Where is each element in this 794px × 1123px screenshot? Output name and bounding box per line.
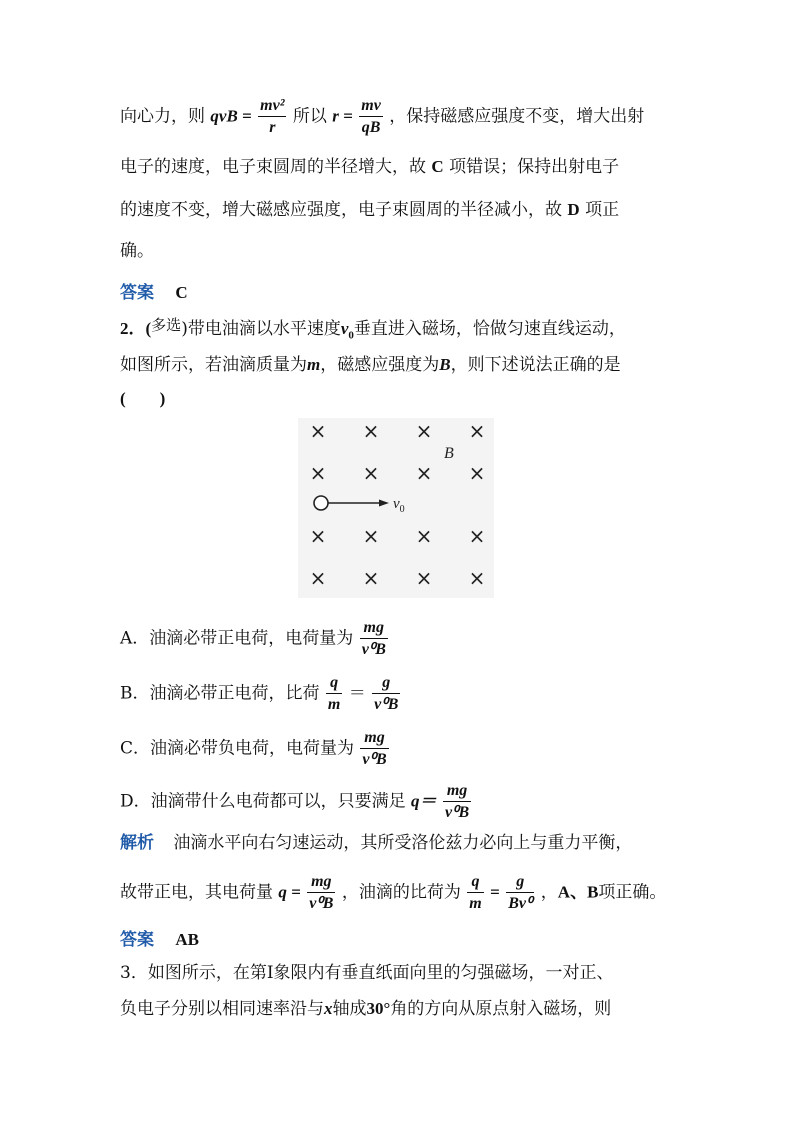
question-number: 2．( bbox=[120, 319, 152, 338]
fraction-denominator: v⁰B bbox=[361, 641, 386, 658]
fraction-denominator: Bv⁰ bbox=[508, 895, 533, 912]
text: 项正确。 bbox=[598, 882, 667, 903]
field-cross: × bbox=[468, 566, 486, 590]
answer-label: 答案 bbox=[120, 283, 154, 303]
text: 油滴水平向右匀速运动，其所受洛伦兹力必向上与重力平衡， bbox=[173, 833, 633, 853]
analysis-line-2 bbox=[120, 874, 666, 912]
fraction-denominator: qB bbox=[361, 119, 381, 136]
question-tag: 多选 bbox=[151, 316, 182, 334]
fraction-numerator: mv bbox=[359, 98, 383, 117]
fraction bbox=[372, 675, 400, 713]
equals-sign: = bbox=[490, 882, 500, 902]
field-cross: × bbox=[415, 419, 433, 443]
equation-lhs: q＝ bbox=[411, 791, 437, 811]
text: )带电油滴以水平速度 bbox=[181, 319, 341, 339]
option-ref: C bbox=[431, 157, 444, 176]
field-cross: × bbox=[468, 419, 486, 443]
fraction-numerator: mg bbox=[307, 874, 335, 893]
fraction bbox=[359, 98, 383, 136]
fraction-numerator: q bbox=[467, 874, 483, 893]
fraction-denominator: v⁰B bbox=[444, 804, 470, 821]
fraction bbox=[326, 675, 342, 713]
fraction-numerator: q bbox=[326, 675, 342, 694]
solution-line-2 bbox=[120, 158, 619, 176]
fraction-numerator: g bbox=[372, 675, 400, 694]
text: 轴成 bbox=[332, 999, 367, 1019]
text: 角的方向从原点射入磁场，则 bbox=[390, 999, 612, 1019]
question-3-line-2 bbox=[120, 1000, 611, 1018]
text: 电子的速度，电子束圆周的半径增大，故 bbox=[120, 157, 426, 177]
equals-sign: ＝ bbox=[348, 683, 366, 704]
fraction-denominator: r bbox=[269, 119, 276, 136]
text: ，磁感应强度为 bbox=[320, 355, 440, 375]
analysis-line-1 bbox=[120, 835, 632, 852]
subscript: 0 bbox=[348, 329, 354, 342]
text: 故带正电，其电荷量 bbox=[120, 882, 273, 903]
option-ref: A、B bbox=[557, 882, 599, 902]
answer-label: 答案 bbox=[120, 930, 154, 950]
option-text: B．油滴必带正电荷，比荷 bbox=[120, 683, 320, 704]
answer-value: AB bbox=[175, 930, 200, 949]
field-cross: × bbox=[362, 419, 380, 443]
text: 确。 bbox=[120, 241, 154, 261]
text: ，保持磁感应强度不变，增大出射 bbox=[389, 106, 645, 127]
fraction bbox=[258, 98, 286, 136]
answer-value: C bbox=[175, 283, 188, 302]
fraction bbox=[360, 620, 388, 658]
fraction-numerator: mv² bbox=[258, 98, 286, 117]
answer-blank: ( ) bbox=[120, 389, 166, 408]
text: 如图所示，若油滴质量为 bbox=[120, 355, 307, 375]
analysis-label: 解析 bbox=[120, 833, 154, 853]
equation-lhs: r = bbox=[332, 106, 353, 126]
field-label: B bbox=[444, 445, 454, 462]
field-cross: × bbox=[415, 566, 433, 590]
option-text: A．油滴必带正电荷，电荷量为 bbox=[120, 628, 354, 649]
field-cross: × bbox=[415, 461, 433, 485]
text: 垂直进入磁场，恰做匀速直线运动， bbox=[353, 319, 626, 339]
field-cross: × bbox=[362, 524, 380, 548]
option-d bbox=[120, 783, 472, 821]
text: ， bbox=[540, 882, 558, 903]
fraction-denominator: m bbox=[327, 696, 341, 713]
answer-line-2 bbox=[120, 931, 199, 949]
field-cross: × bbox=[309, 524, 327, 548]
equation-lhs: q = bbox=[278, 882, 301, 902]
text: 3．如图所示，在第Ⅰ象限内有垂直纸面向里的匀强磁场，一对正、 bbox=[120, 963, 614, 983]
equation-lhs: qvB = bbox=[210, 106, 252, 126]
field-cross: × bbox=[468, 461, 486, 485]
option-c bbox=[120, 730, 390, 768]
field-cross: × bbox=[309, 566, 327, 590]
fraction-numerator: mg bbox=[360, 730, 388, 749]
fraction bbox=[443, 783, 471, 821]
field-cross: × bbox=[309, 461, 327, 485]
answer-line-1 bbox=[120, 284, 188, 302]
fraction-numerator: mg bbox=[443, 783, 471, 802]
question-2-stem-1 bbox=[120, 316, 626, 342]
field-cross: × bbox=[468, 524, 486, 548]
fraction-denominator: v⁰B bbox=[309, 895, 334, 912]
text: ，油滴的比荷为 bbox=[341, 882, 461, 903]
question-2-stem-2 bbox=[120, 356, 621, 374]
option-b bbox=[120, 675, 401, 713]
solution-line-4 bbox=[120, 243, 154, 260]
variable: m bbox=[307, 355, 321, 374]
question-3-line-1 bbox=[120, 965, 614, 982]
field-cross: × bbox=[362, 461, 380, 485]
field-cross: × bbox=[415, 524, 433, 548]
text: 项错误；保持出射电子 bbox=[449, 157, 620, 177]
variable: B bbox=[439, 355, 451, 374]
fraction-denominator: v⁰B bbox=[362, 751, 387, 768]
field-cross: × bbox=[362, 566, 380, 590]
text: 所以 bbox=[292, 106, 327, 127]
magnetic-field-figure bbox=[298, 418, 494, 598]
question-2-stem-3 bbox=[120, 390, 165, 408]
fraction-numerator: g bbox=[506, 874, 534, 893]
solution-line-1 bbox=[120, 98, 644, 136]
option-text: D．油滴带什么电荷都可以，只要满足 bbox=[120, 791, 406, 812]
text: 项正 bbox=[585, 200, 620, 220]
fraction-numerator: mg bbox=[360, 620, 388, 639]
text: ，则下述说法正确的是 bbox=[450, 355, 621, 375]
fraction bbox=[506, 874, 534, 912]
fraction bbox=[307, 874, 335, 912]
fraction-denominator: m bbox=[469, 895, 482, 912]
text: 的速度不变，增大磁感应强度，电子束圆周的半径减小，故 bbox=[120, 200, 562, 220]
text: 负电子分别以相同速率沿与 bbox=[120, 999, 324, 1019]
velocity-subscript: 0 bbox=[399, 504, 405, 515]
fraction bbox=[467, 874, 483, 912]
fraction bbox=[360, 730, 388, 768]
angle-value: 30° bbox=[366, 999, 391, 1018]
velocity-var: v bbox=[393, 496, 400, 512]
oil-drop bbox=[314, 496, 328, 510]
option-text: C．油滴必带负电荷，电荷量为 bbox=[120, 738, 355, 759]
option-ref: D bbox=[567, 200, 580, 219]
variable: v bbox=[340, 319, 349, 338]
fraction-denominator: v⁰B bbox=[374, 696, 399, 713]
solution-line-3 bbox=[120, 201, 619, 219]
text: 向心力，则 bbox=[120, 106, 205, 127]
field-cross: × bbox=[309, 419, 327, 443]
variable: x bbox=[324, 999, 333, 1018]
option-a bbox=[120, 620, 389, 658]
